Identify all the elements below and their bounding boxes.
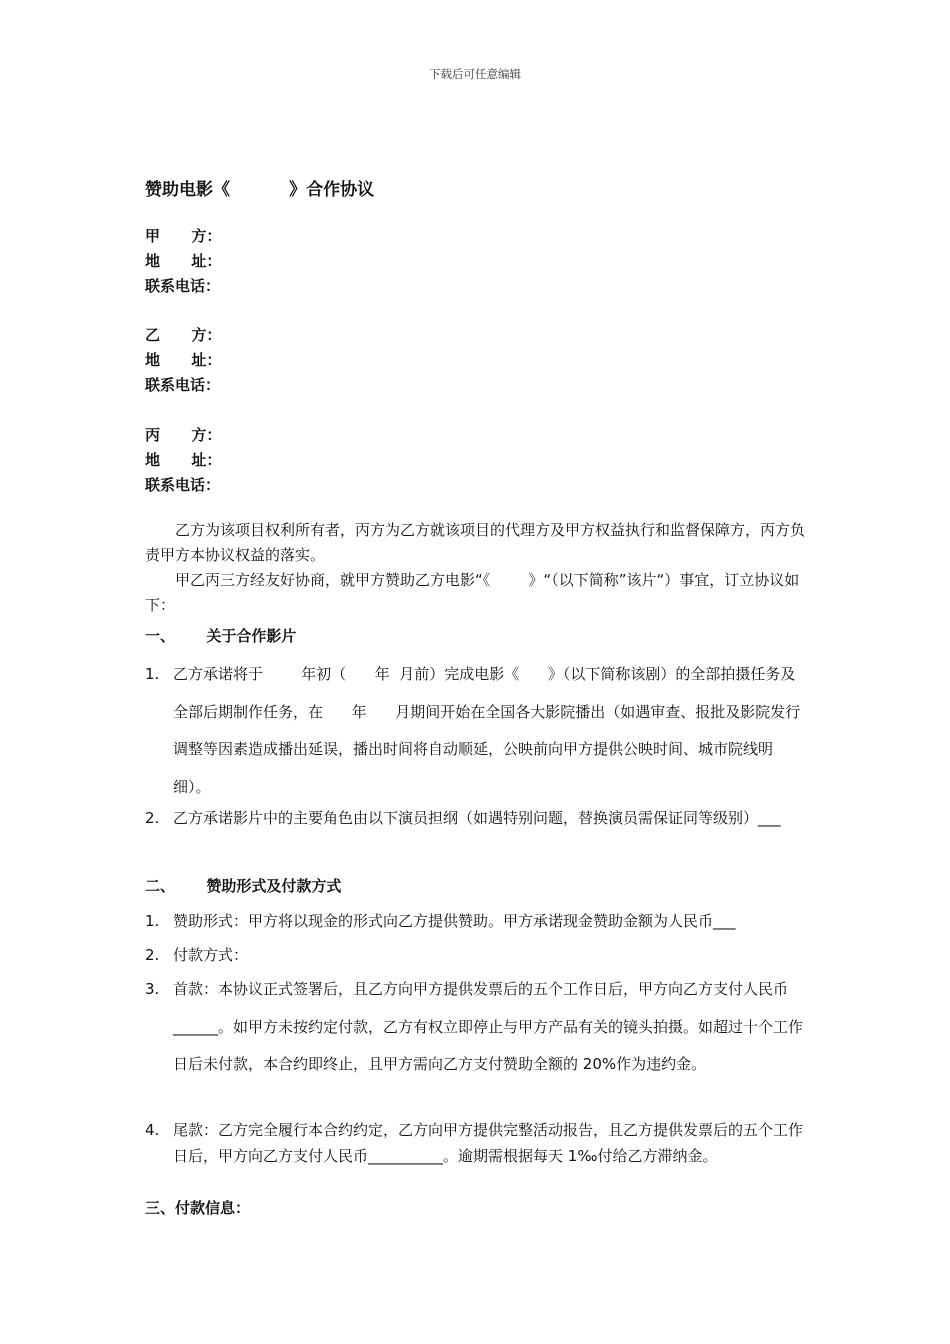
item-number: 2. <box>145 946 160 964</box>
item-text: 乙方承诺将于 年初（ 年 月前）完成电影《 》（以下简称该剧）的全部拍摄任务及全部后期制作任务，在 年 月期间开始在全国各大影院播出（如遇审查、报批及影院发行调整等因素造成播出延误，播出时间将自动顺延，公映前向甲方提供公映时间、城市院线明细）。 <box>173 665 801 796</box>
party-c-name-label: 丙 方： <box>145 426 222 444</box>
section-1-item-1 <box>145 656 807 806</box>
party-a-address-label: 地 址： <box>145 252 222 270</box>
section-2-item-2 <box>145 937 807 975</box>
section-1-heading: 一、 关于合作影片 <box>145 627 297 645</box>
section-3-heading: 三、付款信息： <box>145 1199 251 1217</box>
item-number: 3. <box>145 980 160 998</box>
party-a-block <box>145 224 221 299</box>
item-text: 付款方式： <box>173 946 249 964</box>
party-c-block <box>145 423 221 498</box>
item-text: 乙方承诺影片中的主要角色由以下演员担纲（如遇特别问题，替换演员需保证同等级别）___ <box>173 809 781 827</box>
item-number: 2. <box>145 809 160 827</box>
page-header: 下载后可任意编辑 <box>429 67 521 81</box>
party-b-block <box>145 323 221 398</box>
item-number: 4. <box>145 1121 160 1139</box>
party-a-phone-label: 联系电话： <box>145 277 221 295</box>
item-text: 首款：本协议正式签署后，且乙方向甲方提供发票后的五个工作日后，甲方向乙方支付人民币______。如甲方未按约定付款，乙方有权立即停止与甲方产品有关的镜头拍摄。如超过十个工作日后未付款，本合约即终止，且甲方需向乙方支付赞助全额的 20%作为违约金。 <box>173 980 804 1073</box>
intro-paragraph-2: 甲乙丙三方经友好协商，就甲方赞助乙方电影“《 》“（以下简称”该片“）事宜，订立协议如下： <box>145 571 800 614</box>
document-title: 赞助电影《 》合作协议 <box>145 180 375 200</box>
item-number: 1. <box>145 912 160 930</box>
section-2-item-3 <box>145 971 807 1084</box>
item-text: 赞助形式：甲方将以现金的形式向乙方提供赞助。甲方承诺现金赞助金额为人民币___ <box>173 912 736 930</box>
party-b-name-label: 乙 方： <box>145 326 222 344</box>
party-c-phone-label: 联系电话： <box>145 476 221 494</box>
section-1-item-2 <box>145 800 807 838</box>
intro-paragraph-1: 乙方为该项目权利所有者，丙方为乙方就该项目的代理方及甲方权益执行和监督保障方，丙方负责甲方本协议权益的落实。 <box>145 521 806 564</box>
party-b-phone-label: 联系电话： <box>145 376 221 394</box>
party-b-address-label: 地 址： <box>145 351 222 369</box>
section-2-heading: 二、 赞助形式及付款方式 <box>145 877 342 895</box>
party-a-name-label: 甲 方： <box>145 227 222 245</box>
item-number: 1. <box>145 665 160 683</box>
party-c-address-label: 地 址： <box>145 451 222 469</box>
section-2-item-1 <box>145 903 807 941</box>
item-text: 尾款：乙方完全履行本合约约定，乙方向甲方提供完整活动报告，且乙方提供发票后的五个工作日后，甲方向乙方支付人民币__________。逾期需根据每天 1‰付给乙方滞纳金。 <box>173 1121 804 1165</box>
section-2-item-4 <box>145 1117 807 1169</box>
